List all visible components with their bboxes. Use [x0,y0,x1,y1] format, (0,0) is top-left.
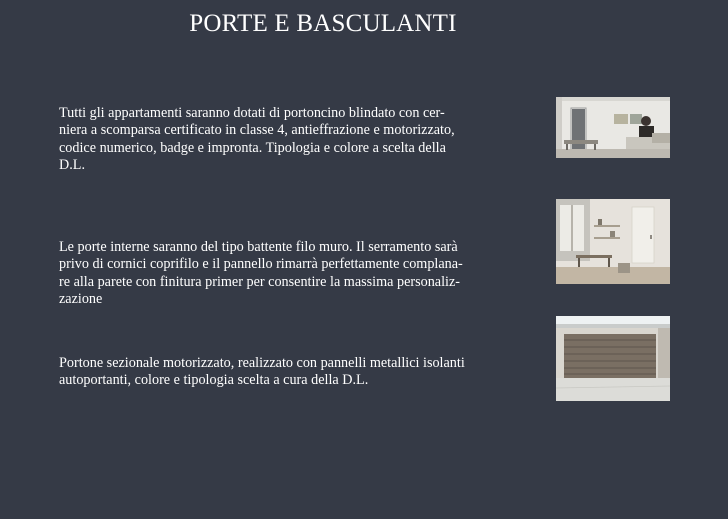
interior-doors-description: Le porte interne saranno del tipo battente filo muro. Il serramento sarà privo di cornici coprifilo e il pannello rimarrà perfettamente complana- re alla parete con finitura primer per consentire la massima personaliz- zazione [59,239,463,308]
page-title: PORTE E BASCULANTI [189,10,457,37]
armored-door-photo [556,97,670,158]
interior-door-photo [556,199,670,284]
garage-door-description: Portone sezionale motorizzato, realizzato con pannelli metallici isolanti autoportanti, colore e tipologia scelta a cura della D.L. [59,355,465,389]
garage-door-photo [556,316,670,401]
armored-door-description: Tutti gli appartamenti saranno dotati di portoncino blindato con cer- niera a scomparsa certificato in classe 4, antieffrazione e motorizzato, codice numerico, badge e impronta. Tipologia e colore a scelta della D.L. [59,105,455,174]
